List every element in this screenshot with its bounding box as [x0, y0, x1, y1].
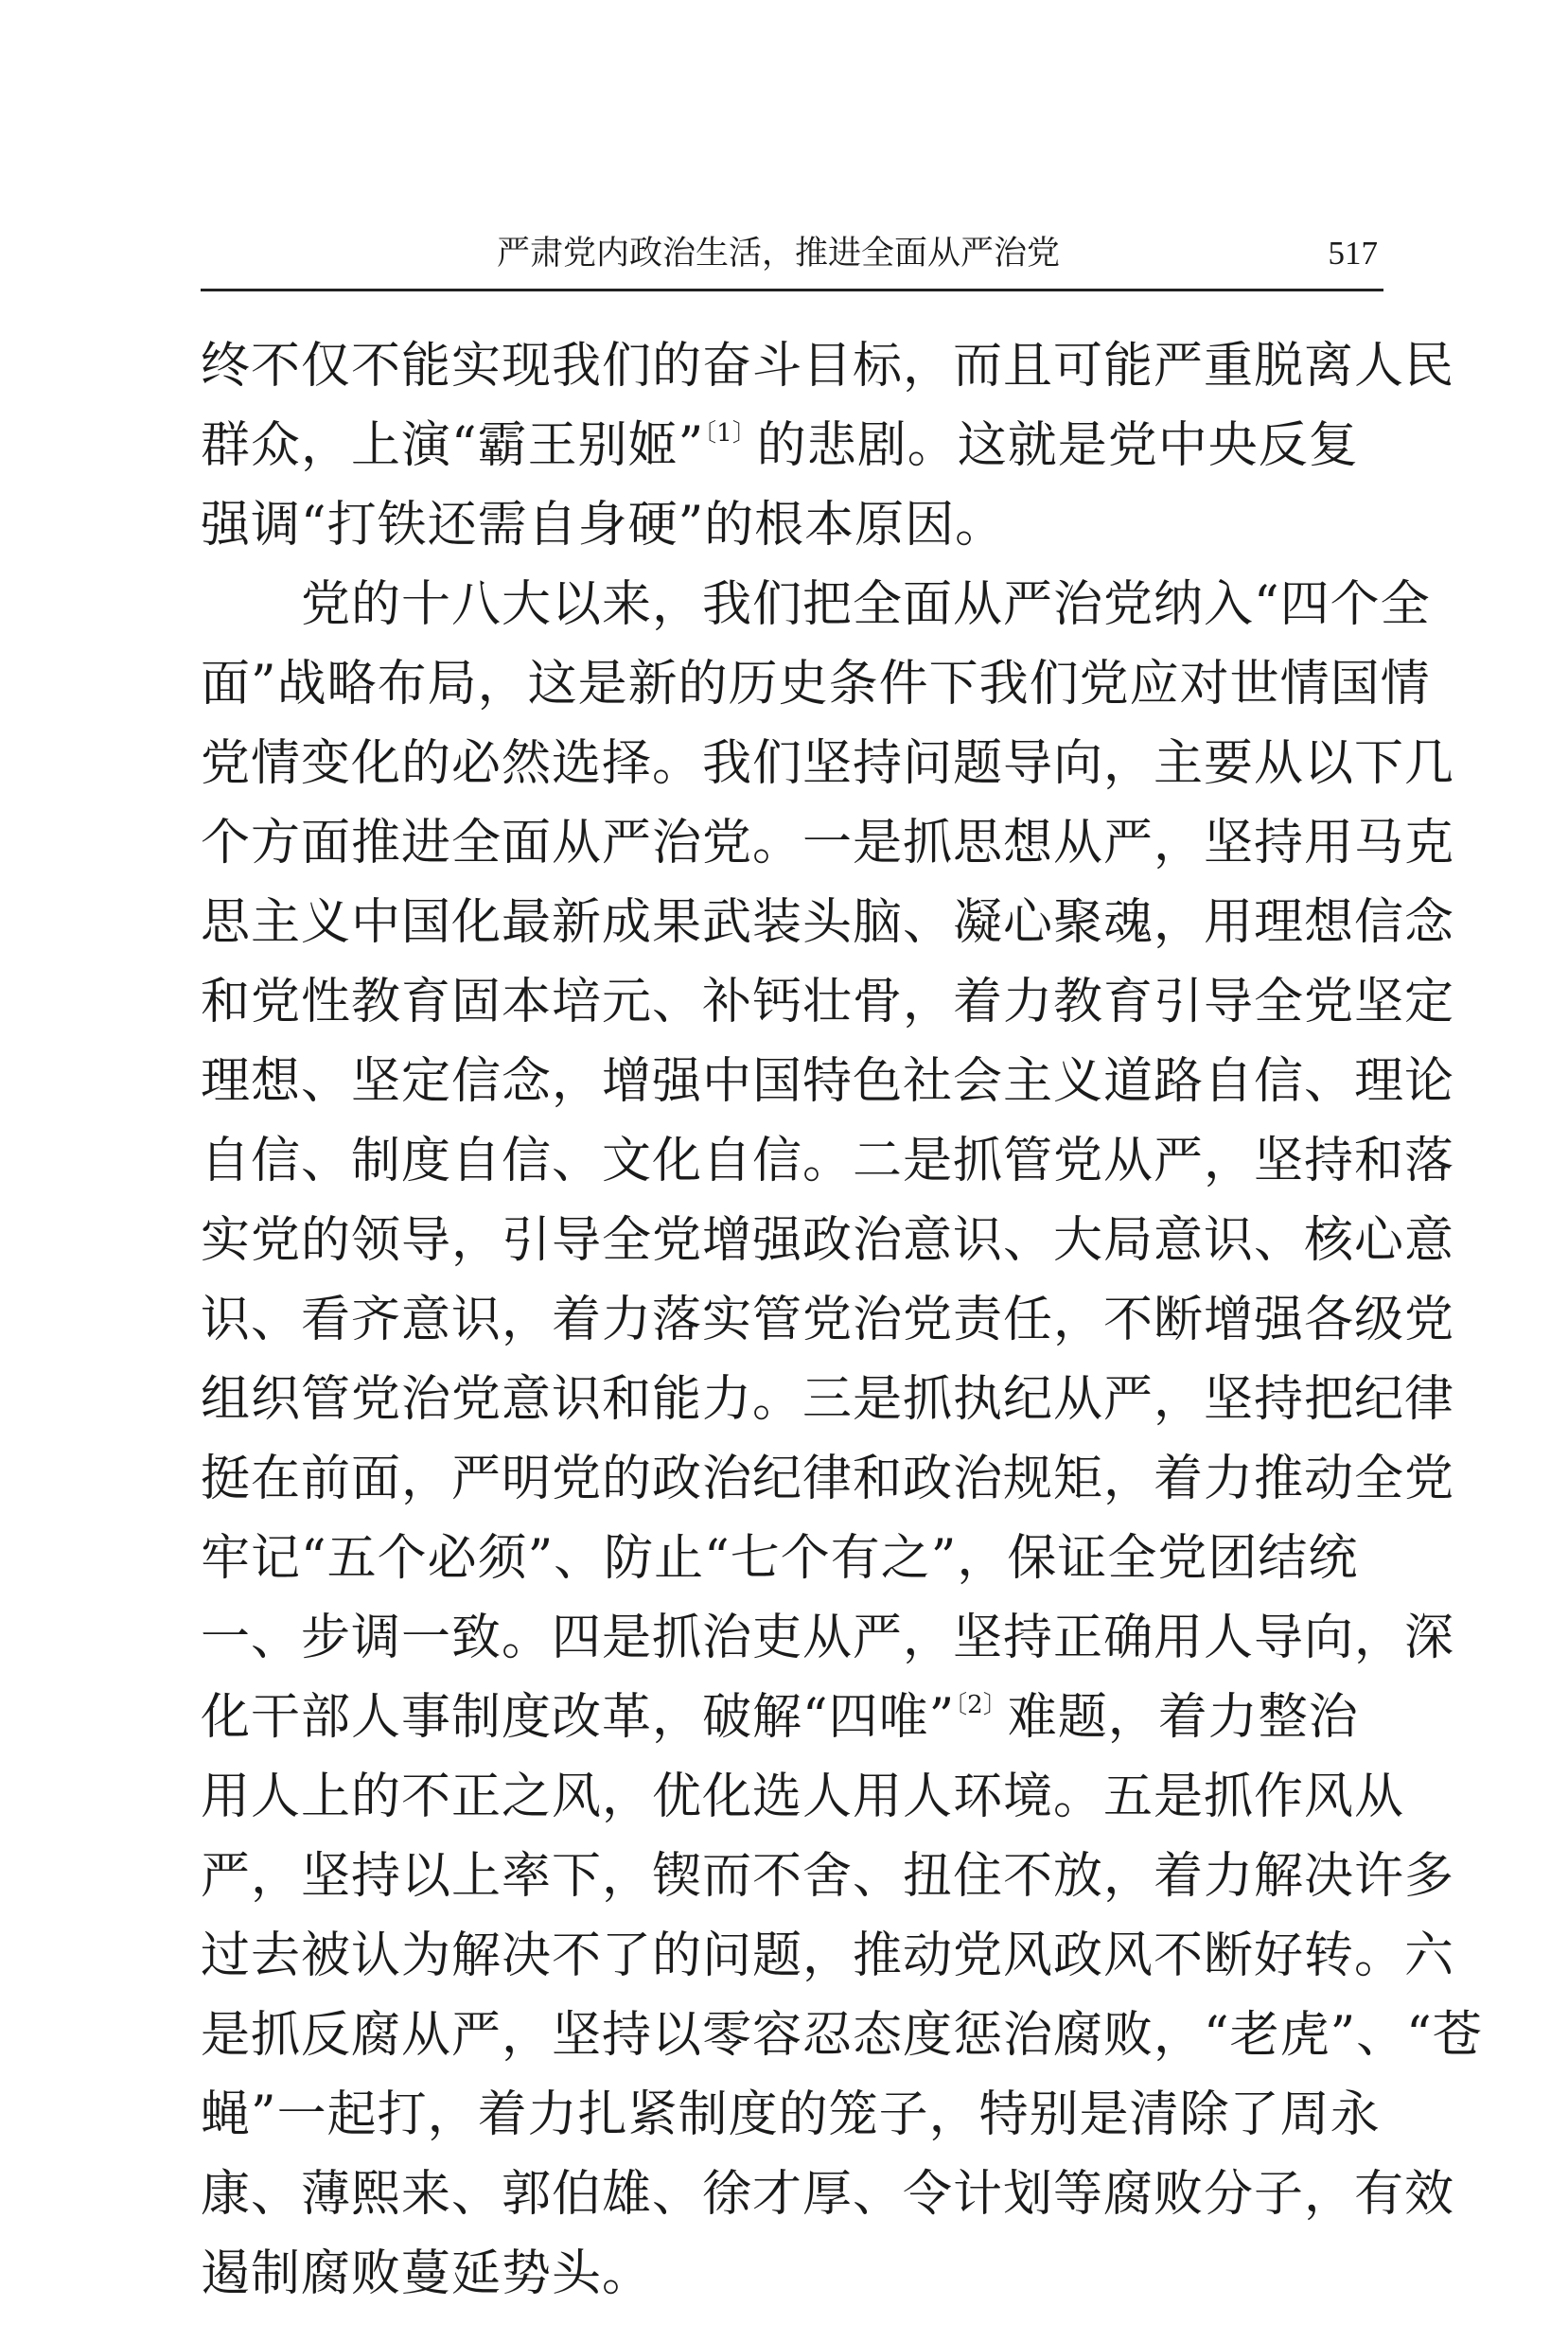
body-text [201, 326, 1483, 2314]
text-segment: 组织管党治党意识和能力。三是抓执纪从严，坚持把纪律 [201, 1371, 1455, 1428]
text-line [201, 1121, 1455, 1201]
text-segment: 过去被认为解决不了的问题，推动党风政风不断好转。六 [201, 1927, 1455, 1984]
text-line [201, 644, 1431, 724]
text-line [201, 1757, 1405, 1837]
text-line [201, 1678, 1389, 1757]
text-line [201, 803, 1455, 883]
text-segment: 的悲剧。这就是党中央反复 [756, 417, 1359, 474]
text-segment: 牢记“五个必须”、防止“七个有之”，保证全党团结统 [201, 1530, 1359, 1587]
footnote-ref-1[interactable]: 〔1〕 [704, 419, 757, 448]
text-segment: 强调“打铁还需自身硬”的根本原因。 [201, 497, 1006, 554]
text-line [201, 883, 1455, 962]
text-line [201, 1916, 1455, 1996]
page-number: 517 [1328, 235, 1378, 272]
text-line [201, 565, 1431, 644]
text-segment: 实党的领导，引导全党增强政治意识、大局意识、核心意 [201, 1212, 1455, 1269]
text-segment: 党情变化的必然选择。我们坚持问题导向，主要从以下几 [201, 735, 1455, 792]
text-segment: 遏制腐败蔓延势头。 [201, 2245, 653, 2302]
text-segment: 蝇”一起打，着力扎紧制度的笼子，特别是清除了周永 [201, 2086, 1381, 2143]
text-line [201, 406, 1389, 485]
text-line [201, 2075, 1389, 2155]
text-line [201, 1280, 1455, 1360]
running-title: 严肃党内政治生活，推进全面从严治党 [497, 235, 1061, 273]
text-segment: 识、看齐意识，着力落实管党治党责任，不断增强各级党 [201, 1292, 1455, 1348]
text-segment: 挺在前面，严明党的政治纪律和政治规矩，着力推动全党 [201, 1451, 1455, 1507]
header-rule [201, 289, 1383, 291]
text-segment: 化干部人事制度改革，破解“四唯” [201, 1689, 956, 1746]
text-line [201, 2155, 1455, 2234]
text-line [201, 1837, 1455, 1916]
text-line [201, 1519, 1389, 1598]
text-line [201, 2234, 1389, 2314]
text-line [201, 962, 1455, 1042]
text-line [201, 724, 1455, 803]
text-segment: 面”战略布局，这是新的历史条件下我们党应对世情国情 [201, 656, 1431, 713]
text-segment: 难题，着力整治 [1007, 1689, 1359, 1746]
text-line [201, 485, 1389, 565]
text-segment: 一、步调一致。四是抓治吏从严，坚持正确用人导向，深 [201, 1610, 1455, 1666]
text-line [201, 1360, 1455, 1439]
running-head [201, 230, 1383, 287]
text-line [201, 1598, 1455, 1678]
text-segment: 严，坚持以上率下，锲而不舍、扭住不放，着力解决许多 [201, 1848, 1455, 1905]
text-segment: 党的十八大以来，我们把全面从严治党纳入“四个全 [201, 576, 1431, 633]
text-line [201, 1201, 1455, 1280]
text-segment: 群众，上演“霸王别姬” [201, 417, 705, 474]
text-segment: 康、薄熙来、郭伯雄、徐才厚、令计划等腐败分子，有效 [201, 2166, 1455, 2223]
text-segment: 理想、坚定信念，增强中国特色社会主义道路自信、理论 [201, 1053, 1455, 1110]
text-line [201, 1996, 1483, 2075]
text-segment: 终不仅不能实现我们的奋斗目标，而且可能严重脱离人民 [201, 338, 1455, 395]
text-segment: 思主义中国化最新成果武装头脑、凝心聚魂，用理想信念 [201, 894, 1455, 951]
text-segment: 自信、制度自信、文化自信。二是抓管党从严，坚持和落 [201, 1133, 1455, 1189]
text-line [201, 326, 1455, 406]
text-segment: 个方面推进全面从严治党。一是抓思想从严，坚持用马克 [201, 815, 1455, 871]
text-line [201, 1439, 1455, 1519]
text-line [201, 1042, 1455, 1121]
text-segment: 用人上的不正之风，优化选人用人环境。五是抓作风从 [201, 1769, 1405, 1825]
footnote-ref-2[interactable]: 〔2〕 [955, 1691, 1008, 1719]
text-segment: 是抓反腐从严，坚持以零容忍态度惩治腐败，“老虎”、“苍 [201, 2007, 1483, 2064]
text-segment: 和党性教育固本培元、补钙壮骨，着力教育引导全党坚定 [201, 974, 1455, 1030]
